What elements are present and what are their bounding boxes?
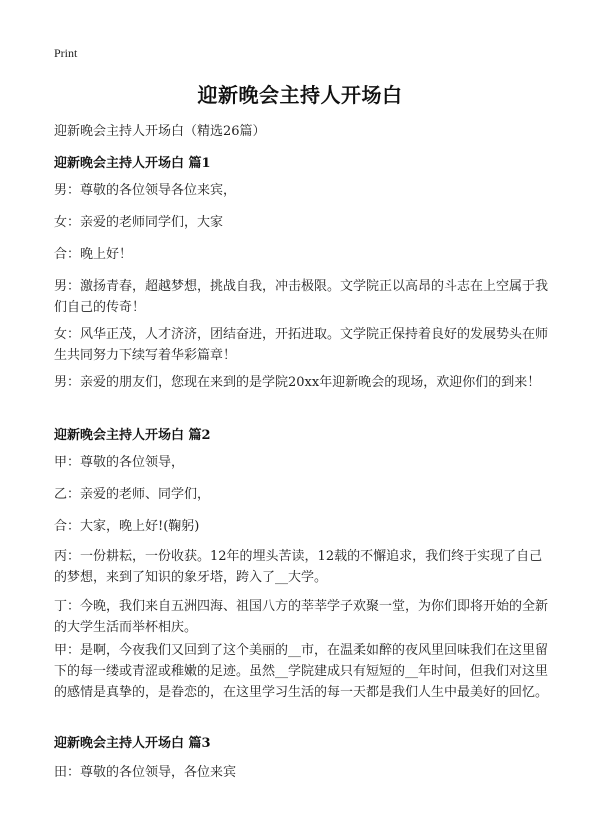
section-heading-3: 迎新晚会主持人开场白 篇3 — [54, 736, 211, 751]
document-title: 迎新晚会主持人开场白 — [197, 83, 403, 107]
paragraph: 男：激扬青春，超越梦想，挑战自我，冲击极限。文学院正以高昂的斗志在上空属于我们自己的传奇！ — [54, 279, 549, 315]
print-label: Print — [54, 46, 78, 60]
section-heading-1: 迎新晚会主持人开场白 篇1 — [54, 156, 211, 171]
paragraph: 合：晚上好！ — [54, 247, 133, 262]
paragraph: 甲：是啊，今夜我们又回到了这个美丽的__市，在温柔如醉的夜风里回味我们在这里留下的每一缕或青涩或稚嫩的足迹。虽然__学院建成只有短短的__年时间，但我们对这里的感情是真挚的，是眷恋的，在这里学习生活的每一天都是我们人生中最美好的回忆。 — [54, 643, 549, 700]
paragraph: 丙：一份耕耘，一份收获。12年的埋头苦读，12载的不懈追求，我们终于实现了自己的梦想，来到了知识的象牙塔，跨入了__大学。 — [54, 549, 543, 585]
paragraph: 合：大家，晚上好!(鞠躬) — [54, 519, 200, 534]
paragraph: 女：亲爱的老师同学们，大家 — [54, 215, 224, 230]
paragraph: 男：亲爱的朋友们，您现在来到的是学院20xx年迎新晚会的现场，欢迎你们的到来！ — [54, 375, 541, 390]
paragraph: 田：尊敬的各位领导，各位来宾 — [54, 765, 237, 780]
paragraph: 女：风华正茂，人才济济，团结奋进，开拓进取。文学院正保持着良好的发展势头在师生共同努力下续写着华彩篇章！ — [54, 327, 549, 363]
paragraph: 丁：今晚，我们来自五洲四海、祖国八方的莘莘学子欢聚一堂，为你们即将开始的全新的大学生活而举杯相庆。 — [54, 599, 549, 635]
section-heading-2: 迎新晚会主持人开场白 篇2 — [54, 428, 211, 443]
paragraph: 男：尊敬的各位领导各位来宾， — [54, 183, 237, 198]
document-subtitle: 迎新晚会主持人开场白（精选26篇） — [54, 124, 266, 139]
paragraph: 甲：尊敬的各位领导， — [54, 455, 185, 470]
paragraph: 乙：亲爱的老师、同学们， — [54, 487, 211, 502]
